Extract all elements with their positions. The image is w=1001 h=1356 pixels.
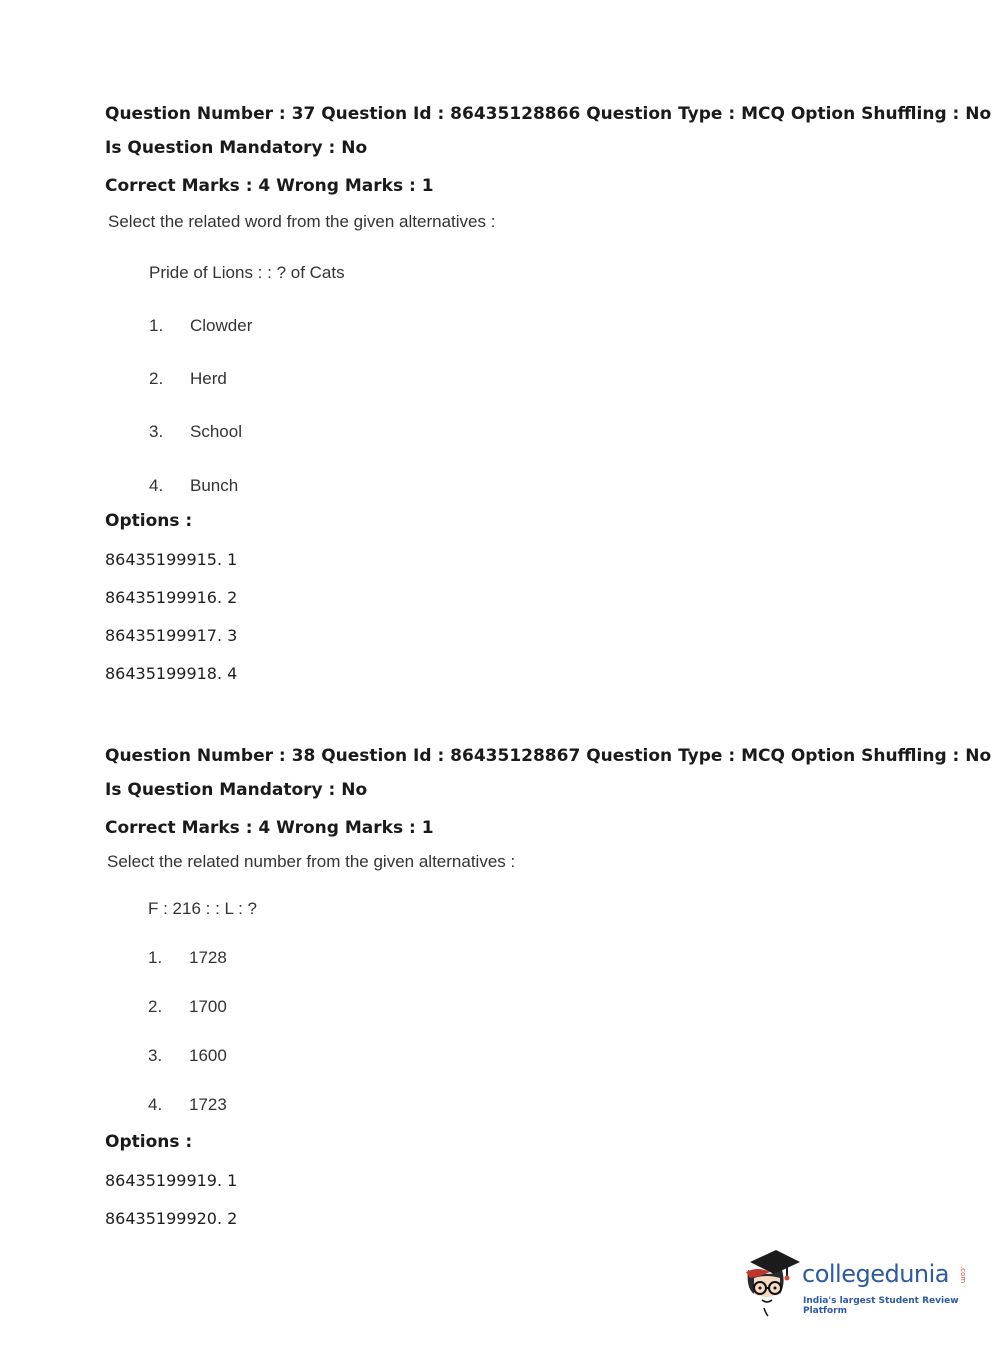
q37-header-line1: Question Number : 37 Question Id : 86435128866 Question Type : MCQ Option Shuffling : No (105, 104, 992, 124)
q37-options-label: Options : (105, 511, 193, 531)
q38-choice-1-text: 1728 (189, 948, 227, 967)
q38-prompt: Select the related number from the given alternatives : (107, 852, 516, 871)
q37-option-2: 86435199916. 2 (105, 588, 238, 607)
q37-prompt: Select the related word from the given alternatives : (108, 212, 496, 231)
q37-option-4: 86435199918. 4 (105, 664, 238, 683)
q37-choice-4-num: 4. (149, 476, 164, 495)
q38-choice-1-num: 1. (148, 948, 163, 967)
q38-choice-3-num: 3. (148, 1046, 163, 1065)
mascot-icon (740, 1248, 802, 1318)
q38-header-line2: Is Question Mandatory : No (105, 780, 368, 800)
q38-stem: F : 216 : : L : ? (148, 899, 257, 918)
q37-choice-3-num: 3. (149, 422, 164, 441)
q38-header-line1: Question Number : 38 Question Id : 86435128867 Question Type : MCQ Option Shuffling : No (105, 746, 992, 766)
q37-header-line2: Is Question Mandatory : No (105, 138, 368, 158)
q37-stem: Pride of Lions : : ? of Cats (149, 263, 345, 282)
q38-choice-3-text: 1600 (189, 1046, 227, 1065)
q37-choice-2-text: Herd (190, 369, 227, 388)
q37-choice-1-text: Clowder (190, 316, 253, 335)
logo-wordmark: collegedunia (802, 1260, 950, 1288)
q38-choice-4-num: 4. (148, 1095, 163, 1114)
q37-choice-2-num: 2. (149, 369, 164, 388)
q38-options-label: Options : (105, 1132, 193, 1152)
logo-suffix: .com (959, 1266, 967, 1284)
q38-choice-2-text: 1700 (189, 997, 227, 1016)
q38-marks: Correct Marks : 4 Wrong Marks : 1 (105, 818, 434, 838)
q38-option-1: 86435199919. 1 (105, 1171, 238, 1190)
q38-choice-2-num: 2. (148, 997, 163, 1016)
q38-option-2: 86435199920. 2 (105, 1209, 238, 1228)
q38-choice-4-text: 1723 (189, 1095, 227, 1114)
logo-tagline: India's largest Student Review Platform (803, 1296, 959, 1316)
q37-choice-3-text: School (190, 422, 242, 441)
q37-option-3: 86435199917. 3 (105, 626, 238, 645)
q37-marks: Correct Marks : 4 Wrong Marks : 1 (105, 176, 434, 196)
q37-choice-1-num: 1. (149, 316, 164, 335)
q37-choice-4-text: Bunch (190, 476, 239, 495)
q37-option-1: 86435199915. 1 (105, 550, 238, 569)
collegedunia-logo (740, 1248, 980, 1318)
